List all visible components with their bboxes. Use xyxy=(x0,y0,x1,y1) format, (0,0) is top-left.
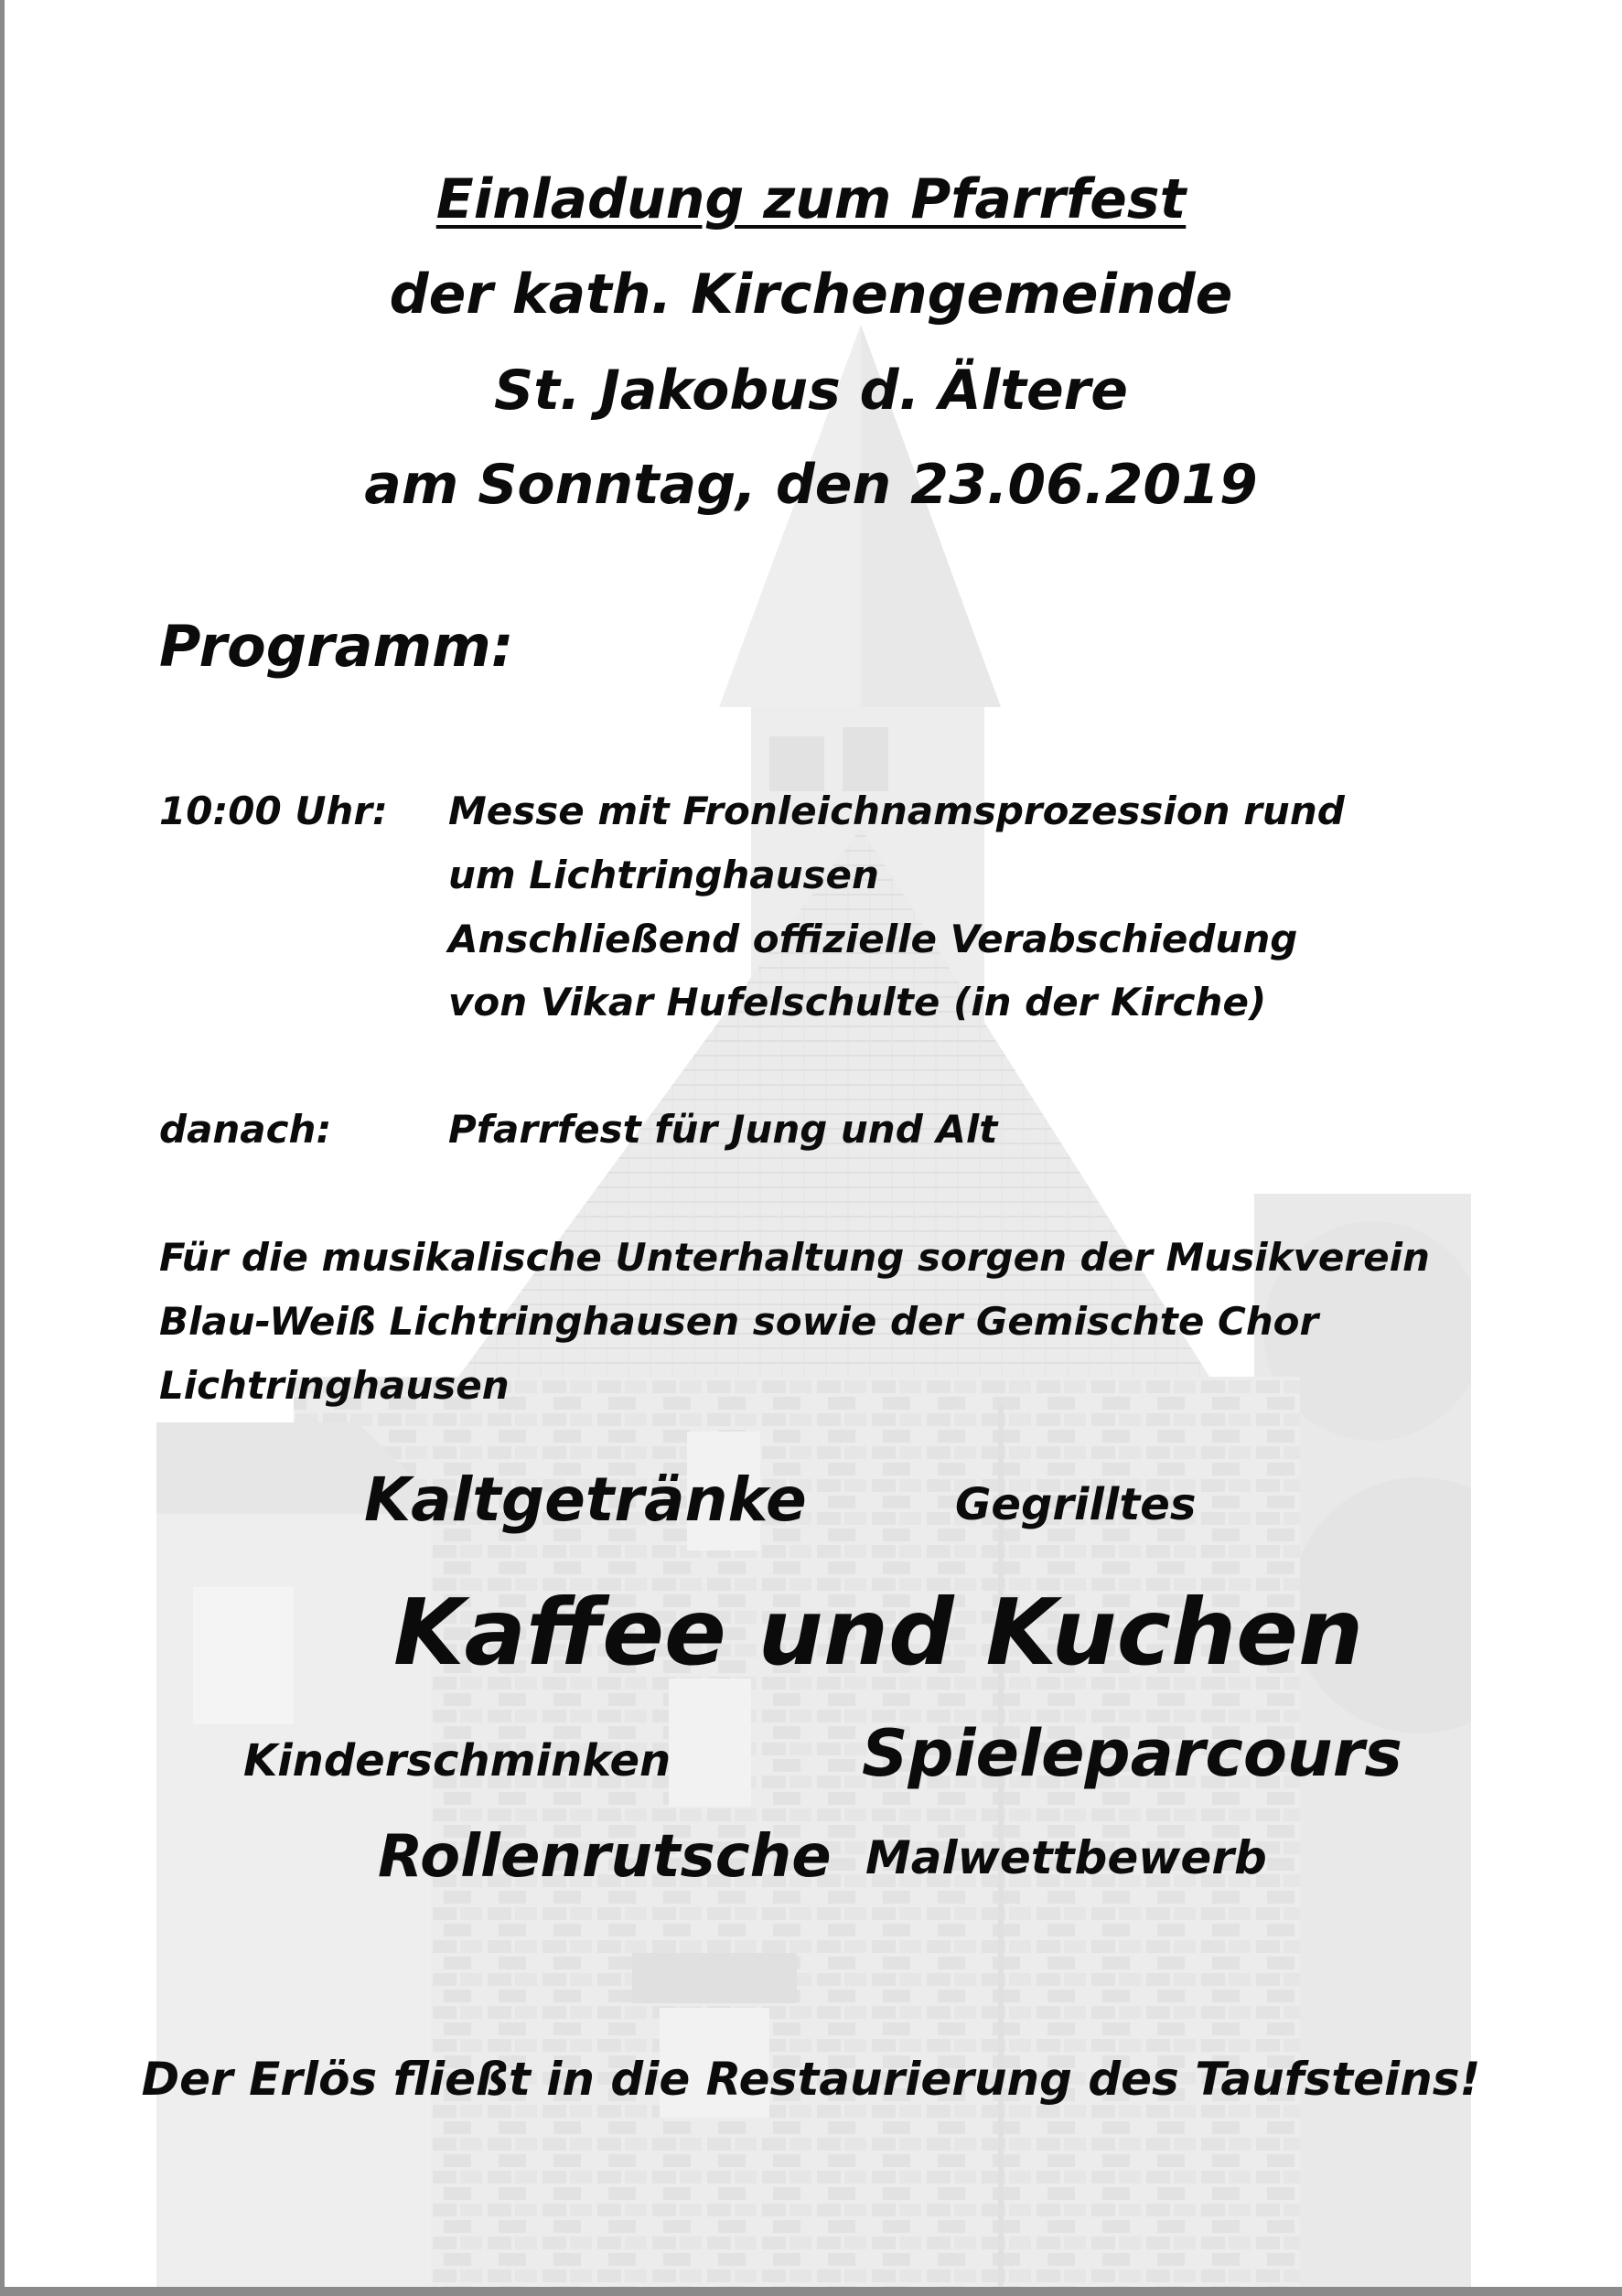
offer-kaltgetraenke: Kaltgetränke xyxy=(364,1465,807,1535)
parish-line: der kath. Kirchengemeinde xyxy=(389,263,1233,327)
program-time-label: danach: xyxy=(159,1107,332,1152)
program-entry-line: Anschließend offizielle Verabschiedung xyxy=(448,917,1298,961)
offer-malwettbewerb: Malwettbewerb xyxy=(865,1831,1267,1884)
program-time-label: 10:00 Uhr: xyxy=(159,789,388,833)
event-date: am Sonntag, den 23.06.2019 xyxy=(364,453,1258,517)
program-entry-line: um Lichtringhausen xyxy=(448,853,879,897)
offer-kaffee-und-kuchen: Kaffee und Kuchen xyxy=(393,1579,1364,1686)
offer-kinderschminken: Kinderschminken xyxy=(243,1735,671,1786)
church-name: St. Jakobus d. Ältere xyxy=(494,359,1128,423)
offer-spieleparcours: Spieleparcours xyxy=(862,1716,1402,1791)
program-heading: Programm: xyxy=(159,613,514,680)
page-edge-bottom xyxy=(0,2287,1622,2296)
program-entry-line: Messe mit Fronleichnamsprozession rund xyxy=(448,789,1345,833)
page-edge-left xyxy=(0,0,5,2296)
proceeds-note: Der Erlös fließt in die Restaurierung des Taufsteins! xyxy=(141,2053,1481,2106)
offer-gegrilltes: Gegrilltes xyxy=(955,1479,1197,1530)
program-entry-line: von Vikar Hufelschulte (in der Kirche) xyxy=(448,980,1267,1025)
music-text-line: Lichtringhausen xyxy=(159,1363,510,1408)
offer-rollenrutsche: Rollenrutsche xyxy=(378,1823,832,1891)
invitation-title: Einladung zum Pfarrfest xyxy=(435,167,1187,231)
music-text-line: Blau-Weiß Lichtringhausen sowie der Gemischte Chor xyxy=(159,1299,1319,1344)
music-text-line: Für die musikalische Unterhaltung sorgen der Musikverein xyxy=(159,1235,1430,1280)
program-entry-line: Pfarrfest für Jung und Alt xyxy=(448,1107,998,1152)
